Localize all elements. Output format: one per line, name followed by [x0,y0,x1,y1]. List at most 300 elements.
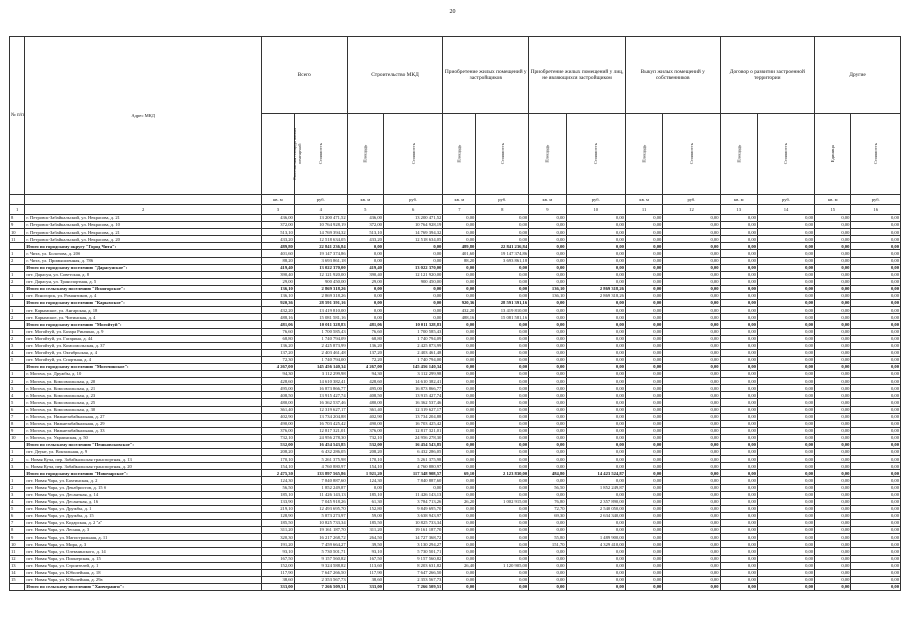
value-cell: 26,40 [443,562,476,569]
value-cell: 0,00 [815,307,851,314]
value-cell: 3 693 861,18 [476,257,529,264]
value-cell: 136,20 [347,342,383,349]
value-cell: 13 734 204,88 [294,413,347,420]
value-cell: 0,00 [443,583,476,590]
value-cell: 0,00 [815,470,851,477]
address-cell: пгт. Дарасун, ул. Транспортная, д. 5 [25,278,261,285]
row-number-cell: 1 [10,477,25,484]
value-cell: 136,20 [261,342,294,349]
value-cell: 402,90 [261,413,294,420]
subtotal-row [10,300,901,307]
value-cell: 0,00 [720,392,757,399]
value-cell: 0,00 [476,371,529,378]
value-cell: 2 403 461,48 [294,349,347,356]
value-cell: 0,00 [851,541,901,548]
value-cell: 0,00 [625,527,662,534]
header-purchase-dev-cost: Стоимость [476,114,529,195]
value-cell: 0,00 [720,413,757,420]
header-address: Адрес МКД [25,37,261,195]
value-cell: 0,00 [476,527,529,534]
value-cell: 361,40 [347,406,383,413]
value-cell: 0,00 [476,385,529,392]
value-cell: 19 147 374,86 [476,250,529,257]
value-cell: 0,00 [625,442,662,449]
value-cell: 12 817 321,01 [383,427,442,434]
value-cell: 0,00 [851,356,901,363]
value-cell: 0,00 [625,491,662,498]
row-number-cell: 2 [10,257,25,264]
value-cell: 7 647 266,50 [383,569,442,576]
value-cell: 0,00 [757,498,814,505]
value-cell: 94,30 [347,371,383,378]
units-row [10,195,901,205]
value-cell: 0,00 [720,477,757,484]
table-row [10,569,901,576]
value-cell: 0,00 [566,555,625,562]
value-cell: 0,00 [815,285,851,292]
value-cell: 24 956 278,30 [383,434,442,441]
header-other-units: Единица [815,114,851,195]
row-number-cell: 1 [10,449,25,456]
column-number: 4 [294,205,347,215]
value-cell: 0,00 [529,583,566,590]
value-cell: 481,06 [261,321,294,328]
value-cell: 0,00 [720,498,757,505]
value-cell: 128,90 [261,512,294,519]
value-cell: 0,00 [476,555,529,562]
table-row [10,420,901,427]
value-cell: 185,10 [347,491,383,498]
value-cell: 208,20 [261,449,294,456]
row-number-cell: 3 [10,385,25,392]
table-row [10,434,901,441]
value-cell: 14 610 382,41 [294,378,347,385]
value-cell: 0,00 [720,527,757,534]
value-cell: 3 130 294,27 [383,541,442,548]
value-cell: 0,00 [757,477,814,484]
column-number: 1 [10,205,25,215]
row-number-cell: 9 [10,427,25,434]
value-cell: 0,00 [663,399,720,406]
value-cell: 0,00 [815,342,851,349]
row-number-cell [10,243,25,250]
row-number-cell: 13 [10,562,25,569]
value-cell: 28 591 391,16 [476,300,529,307]
value-cell: 0,00 [476,427,529,434]
header-buyout-cost: Стоимость [663,114,720,195]
value-cell: 0,00 [663,243,720,250]
address-cell: пгт. Ясногорск, ул. Романтиков, д. 4 [25,293,261,300]
header-buyout-area: Площадь [625,114,662,195]
value-cell: 0,00 [720,250,757,257]
address-cell: Итого по городскому поселению "Новочарское": [25,470,261,477]
value-cell: 0,00 [663,548,720,555]
value-cell: 0,00 [625,257,662,264]
value-cell: 0,00 [663,449,720,456]
value-cell: 0,00 [476,520,529,527]
value-cell: 0,00 [476,229,529,236]
value-cell: 14 769 394,32 [294,229,347,236]
table-row [10,576,901,583]
value-cell: 0,00 [663,385,720,392]
value-cell: 732,10 [347,434,383,441]
value-cell: 0,00 [720,229,757,236]
value-cell: 401,60 [443,250,476,257]
value-cell: 0,00 [347,300,383,307]
value-cell: 0,00 [851,534,901,541]
value-cell: 191,20 [261,541,294,548]
value-cell: 16 873 866,77 [294,385,347,392]
value-cell: 0,00 [476,392,529,399]
row-number-cell: 1 [10,271,25,278]
row-number-cell: 14 [10,569,25,576]
value-cell: 0,00 [720,271,757,278]
row-number-cell: 10 [10,541,25,548]
value-cell: 0,00 [851,406,901,413]
value-cell: 0,00 [720,215,757,222]
value-cell: 13 200 471,52 [294,215,347,222]
row-number-cell [10,363,25,370]
table-row [10,307,901,314]
value-cell: 68,80 [261,335,294,342]
value-cell: 0,00 [529,385,566,392]
value-cell: 0,00 [851,463,901,470]
value-cell: 0,00 [757,442,814,449]
value-cell: 0,00 [443,512,476,519]
value-cell: 361,40 [261,406,294,413]
header-purchase-non-developers: Приобретение жилых помещений у лиц, не являющихся застройщиком [529,37,626,114]
row-number-cell: 5 [10,356,25,363]
value-cell: 0,00 [851,491,901,498]
value-cell: 0,00 [347,293,383,300]
value-cell: 0,00 [443,378,476,385]
value-cell: 0,00 [851,470,901,477]
value-cell: 0,00 [476,271,529,278]
value-cell: 433,20 [261,236,294,243]
value-cell: 0,00 [443,420,476,427]
value-cell: 0,00 [757,569,814,576]
value-cell: 0,00 [443,385,476,392]
value-cell: 0,00 [625,434,662,441]
value-cell: 264,50 [347,534,383,541]
value-cell: 0,00 [383,293,442,300]
value-cell: 0,00 [851,300,901,307]
value-cell: 0,00 [566,328,625,335]
value-cell: 0,00 [443,541,476,548]
value-cell: 0,00 [566,321,625,328]
value-cell: 0,00 [720,321,757,328]
value-cell: 4 329 410,00 [566,541,625,548]
value-cell: 0,00 [851,349,901,356]
value-cell: 513,10 [347,229,383,236]
value-cell: 0,00 [851,449,901,456]
value-cell: 0,00 [720,293,757,300]
value-cell: 0,00 [443,520,476,527]
value-cell: 0,00 [443,505,476,512]
value-cell: 0,00 [851,420,901,427]
subtotal-row [10,363,901,370]
table-row [10,278,901,285]
value-cell: 0,00 [757,385,814,392]
value-cell: 0,00 [529,406,566,413]
value-cell: 6 432 286,05 [383,449,442,456]
value-cell: 0,00 [757,349,814,356]
value-cell: 0,00 [757,548,814,555]
value-cell: 0,00 [443,335,476,342]
row-number-cell: 9 [10,222,25,229]
row-number-cell: 6 [10,512,25,519]
value-cell: 0,00 [476,321,529,328]
value-cell: 0,00 [625,463,662,470]
value-cell: 0,00 [663,413,720,420]
value-cell: 1 921,20 [347,470,383,477]
subtotal-row [10,243,901,250]
value-cell: 12 518 634,05 [383,236,442,243]
value-cell: 145 456 140,34 [294,363,347,370]
value-cell: 0,00 [443,434,476,441]
value-cell: 0,00 [720,505,757,512]
value-cell: 0,00 [757,250,814,257]
address-cell: пгт. Деуне, ул. Вокзальная, д. 9 [25,449,261,456]
value-cell: 0,00 [347,307,383,314]
value-cell: 0,00 [347,243,383,250]
value-cell: 0,00 [720,300,757,307]
value-cell: 0,00 [476,335,529,342]
value-cell: 0,00 [566,583,625,590]
value-cell: 0,00 [625,498,662,505]
value-cell: 0,00 [757,293,814,300]
value-cell: 0,00 [443,363,476,370]
value-cell: 0,00 [443,534,476,541]
address-cell: г. Чита, ул. Промышленная, д. 786 [25,257,261,264]
header-other-cost: Стоимость [851,114,901,195]
value-cell: 0,00 [625,363,662,370]
value-cell: 376,00 [261,427,294,434]
value-cell: 19 161 187,70 [383,527,442,534]
address-cell: пгт. Новая Чара, ул. Мира, д. 3 [25,541,261,548]
value-cell: 0,00 [815,392,851,399]
unit-cell: руб. [294,195,347,205]
value-cell: 0,00 [815,484,851,491]
table-row [10,392,901,399]
value-cell: 0,00 [663,342,720,349]
value-cell: 0,00 [625,371,662,378]
value-cell: 2 540 050,00 [566,505,625,512]
value-cell: 0,00 [757,456,814,463]
value-cell: 0,00 [529,399,566,406]
subtotal-row [10,442,901,449]
value-cell: 56,50 [261,484,294,491]
value-cell: 484,80 [529,470,566,477]
value-cell: 0,00 [476,378,529,385]
value-cell: 0,00 [566,442,625,449]
row-number-cell: 4 [10,349,25,356]
row-number-cell: 9 [10,534,25,541]
value-cell: 9 157 560,82 [383,555,442,562]
value-cell: 0,00 [815,463,851,470]
value-cell: 1 740 794,00 [383,356,442,363]
value-cell: 1 700 585,43 [383,328,442,335]
address-cell: г. Петровск-Забайкальский, ул. Некрасова, д. 21 [25,215,261,222]
value-cell: 0,00 [815,278,851,285]
value-cell: 408,50 [261,392,294,399]
value-cell: 0,00 [529,328,566,335]
value-cell: 0,00 [663,420,720,427]
value-cell: 0,00 [443,371,476,378]
value-cell: 0,00 [625,392,662,399]
address-cell: г. Могоча, ул. Комсомольская, д. 21 [25,385,261,392]
value-cell: 0,00 [476,456,529,463]
table-row [10,527,901,534]
address-cell: Итого по городскому поселению "Карымское": [25,300,261,307]
value-cell: 0,00 [851,222,901,229]
value-cell: 2 353 567,73 [383,576,442,583]
value-cell: 0,00 [720,427,757,434]
value-cell: 0,00 [625,285,662,292]
value-cell: 0,00 [815,512,851,519]
address-cell: пгт. Могойтуй, ул. Базара Ринчино, д. 9 [25,328,261,335]
value-cell: 0,00 [383,243,442,250]
value-cell: 0,00 [720,307,757,314]
column-number: 3 [261,205,294,215]
table-row [10,229,901,236]
value-cell: 0,00 [476,356,529,363]
value-cell: 0,00 [815,271,851,278]
value-cell: 0,00 [663,215,720,222]
address-cell: пгт. Новая Чара, ул. Олекминского, д. 14 [25,548,261,555]
value-cell: 69,10 [443,470,476,477]
row-number-cell: 15 [10,576,25,583]
address-cell: г. Могоча, ул. Дружбы, д. 10 [25,371,261,378]
value-cell: 0,00 [476,328,529,335]
value-cell: 0,00 [625,278,662,285]
value-cell: 3 693 861,18 [294,257,347,264]
value-cell: 0,00 [476,541,529,548]
value-cell: 0,00 [757,236,814,243]
value-cell: 0,00 [757,257,814,264]
value-cell: 0,00 [720,520,757,527]
value-cell: 7 459 664,27 [294,541,347,548]
value-cell: 0,00 [625,413,662,420]
value-cell: 5 261 375,98 [383,456,442,463]
value-cell: 0,00 [566,371,625,378]
table-row [10,399,901,406]
value-cell: 2 869 318,26 [566,285,625,292]
value-cell: 0,00 [663,534,720,541]
value-cell: 408,50 [347,392,383,399]
value-cell: 0,00 [529,342,566,349]
value-cell: 489,80 [443,243,476,250]
table-row [10,250,901,257]
value-cell: 0,00 [383,307,442,314]
value-cell: 0,00 [529,215,566,222]
value-cell: 10 764 928,19 [294,222,347,229]
page-number: 20 [449,9,456,15]
value-cell: 0,00 [663,222,720,229]
header-agreement-area: Площадь [720,114,757,195]
value-cell: 0,00 [815,583,851,590]
value-cell: 0,00 [529,562,566,569]
value-cell: 0,00 [529,371,566,378]
value-cell: 76,60 [347,328,383,335]
value-cell: 39,50 [347,541,383,548]
value-cell: 1 120 905,00 [476,562,529,569]
value-cell: 0,00 [815,321,851,328]
value-cell: 0,00 [815,378,851,385]
value-cell: 2 869 318,26 [294,293,347,300]
value-cell: 0,00 [815,243,851,250]
value-cell: 0,00 [383,314,442,321]
row-number-cell: 2 [10,314,25,321]
value-cell: 0,00 [529,271,566,278]
value-cell: 0,00 [529,420,566,427]
value-cell: 0,00 [815,229,851,236]
value-cell: 5 261 375,98 [294,456,347,463]
value-cell: 0,00 [566,363,625,370]
value-cell: 0,00 [720,328,757,335]
value-cell: 0,00 [663,321,720,328]
value-cell: 0,00 [529,449,566,456]
value-cell: 433,20 [347,236,383,243]
header-other: Другие [815,37,901,114]
value-cell: 0,00 [383,484,442,491]
value-cell: 0,00 [476,484,529,491]
value-cell: 390,40 [347,271,383,278]
value-cell: 0,00 [476,449,529,456]
value-cell: 1 489 900,00 [566,534,625,541]
value-cell: 0,00 [443,555,476,562]
value-cell: 0,00 [566,300,625,307]
value-cell: 0,00 [443,484,476,491]
value-cell: 0,00 [720,363,757,370]
value-cell: 0,00 [529,576,566,583]
value-cell: 13 419 810,00 [294,307,347,314]
value-cell: 13 022 370,00 [383,264,442,271]
value-cell: 19 147 374,86 [294,250,347,257]
value-cell: 0,00 [625,420,662,427]
value-cell: 0,00 [476,215,529,222]
value-cell: 0,00 [443,406,476,413]
row-number-cell: 11 [10,236,25,243]
value-cell: 0,00 [663,257,720,264]
value-cell: 0,00 [663,264,720,271]
value-cell: 0,00 [529,356,566,363]
address-cell: пгт. Новая Чара, ул. Магистральная, д. 11 [25,534,261,541]
header-agreement-cost: Стоимость [757,114,814,195]
value-cell: 0,00 [815,534,851,541]
value-cell: 0,00 [815,385,851,392]
table-row [10,349,901,356]
table-row [10,484,901,491]
header-purchase-dev-area: Площадь [443,114,476,195]
row-number-cell: 2 [10,278,25,285]
value-cell: 0,00 [815,371,851,378]
value-cell: 0,00 [566,222,625,229]
value-cell: 0,00 [443,463,476,470]
value-cell: 0,00 [815,328,851,335]
value-cell: 94,30 [261,371,294,378]
value-cell: 167,50 [261,555,294,562]
unit-cell [10,195,25,205]
value-cell: 0,00 [720,285,757,292]
value-cell: 0,00 [757,434,814,441]
value-cell: 219,10 [261,505,294,512]
row-number-cell: 10 [10,229,25,236]
value-cell: 19 161 187,70 [294,527,347,534]
value-cell: 0,00 [476,583,529,590]
value-cell: 376,00 [347,427,383,434]
unit-cell: руб. [851,195,901,205]
